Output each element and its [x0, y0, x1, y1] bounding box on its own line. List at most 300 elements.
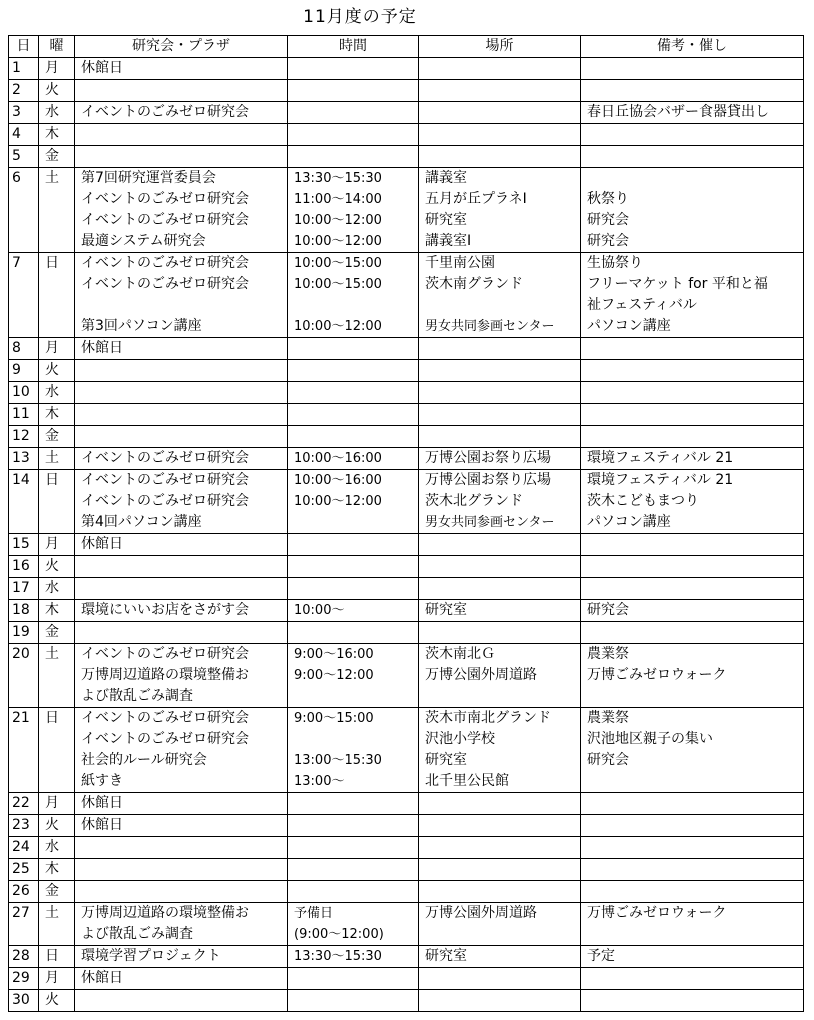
notes-line: 環境フェスティバル 21 — [587, 472, 734, 488]
place-line: 茨木南北Ｇ — [425, 646, 495, 662]
notes-cell — [581, 837, 804, 859]
notes-line — [587, 80, 803, 101]
place-line — [425, 556, 580, 577]
notes-cell — [581, 622, 804, 644]
notes-cell — [581, 534, 804, 556]
table-row — [9, 382, 804, 404]
place-cell — [419, 644, 581, 708]
place-cell — [419, 168, 581, 253]
place-line — [425, 815, 580, 836]
place-cell — [419, 404, 581, 426]
event-line: イベントのごみゼロ研究会 — [81, 255, 249, 271]
notes-line: 研究会 — [587, 602, 629, 618]
event-cell — [75, 338, 288, 360]
notes-cell — [581, 946, 804, 968]
place-line — [425, 146, 580, 167]
notes-line: 農業祭 — [587, 646, 629, 662]
place-cell — [419, 470, 581, 534]
event-line: イベントのごみゼロ研究会 — [81, 710, 249, 726]
place-cell — [419, 253, 581, 338]
time-line — [294, 729, 418, 750]
weekday-cell: 木 — [39, 404, 75, 426]
time-line — [294, 859, 418, 880]
day-cell: 5 — [9, 146, 39, 168]
table-row — [9, 253, 804, 338]
event-cell — [75, 448, 288, 470]
time-cell — [288, 146, 419, 168]
place-line: 万博公園外周道路 — [425, 667, 537, 683]
event-line: 万博周辺道路の環境整備お — [81, 667, 249, 683]
time-line: 9:00～12:00 — [294, 668, 374, 683]
event-cell — [75, 426, 288, 448]
time-line — [294, 382, 418, 403]
place-line — [425, 102, 580, 123]
event-line — [81, 382, 287, 403]
time-cell — [288, 793, 419, 815]
event-line: イベントのごみゼロ研究会 — [81, 104, 249, 120]
time-line — [294, 534, 418, 555]
time-cell — [288, 578, 419, 600]
day-cell: 13 — [9, 448, 39, 470]
notes-line — [587, 578, 803, 599]
time-line: 予備日 — [294, 906, 334, 921]
time-cell — [288, 253, 419, 338]
place-line — [425, 295, 580, 316]
event-cell — [75, 360, 288, 382]
table-row — [9, 534, 804, 556]
event-line — [81, 80, 287, 101]
place-cell — [419, 534, 581, 556]
notes-cell — [581, 968, 804, 990]
time-line: 13:30～15:30 — [294, 171, 382, 186]
notes-cell — [581, 903, 804, 946]
event-line: 休館日 — [81, 795, 123, 811]
time-line — [294, 404, 418, 425]
notes-cell — [581, 793, 804, 815]
day-cell: 3 — [9, 102, 39, 124]
notes-line — [587, 924, 803, 945]
weekday-cell: 水 — [39, 578, 75, 600]
time-cell — [288, 58, 419, 80]
notes-cell — [581, 426, 804, 448]
notes-line — [587, 771, 803, 792]
notes-line: 研究会 — [587, 233, 629, 249]
event-line: 社会的ルール研究会 — [81, 752, 207, 768]
event-line — [81, 404, 287, 425]
place-cell — [419, 146, 581, 168]
time-line — [294, 622, 418, 643]
weekday-cell: 日 — [39, 946, 75, 968]
day-cell: 30 — [9, 990, 39, 1012]
table-row — [9, 168, 804, 253]
place-line: 万博公園お祭り広場 — [425, 450, 551, 466]
time-cell — [288, 903, 419, 946]
day-cell: 25 — [9, 859, 39, 881]
notes-line — [587, 815, 803, 836]
event-line: 万博周辺道路の環境整備お — [81, 905, 249, 921]
notes-line: 研究会 — [587, 752, 629, 768]
time-cell — [288, 404, 419, 426]
place-cell — [419, 448, 581, 470]
place-cell — [419, 578, 581, 600]
weekday-cell: 木 — [39, 124, 75, 146]
place-line: 沢池小学校 — [425, 731, 495, 747]
weekday-cell: 木 — [39, 600, 75, 622]
place-line — [425, 793, 580, 814]
event-cell — [75, 80, 288, 102]
weekday-cell: 火 — [39, 80, 75, 102]
weekday-cell: 水 — [39, 102, 75, 124]
event-line: 休館日 — [81, 340, 123, 356]
event-line: 休館日 — [81, 536, 123, 552]
place-line — [425, 578, 580, 599]
day-cell: 23 — [9, 815, 39, 837]
time-line — [294, 58, 418, 79]
place-line: 講義室 — [425, 170, 467, 186]
time-line: 9:00～15:00 — [294, 711, 374, 726]
notes-line — [587, 859, 803, 880]
table-row — [9, 881, 804, 903]
table-row — [9, 102, 804, 124]
notes-line — [587, 404, 803, 425]
time-cell — [288, 644, 419, 708]
day-cell: 4 — [9, 124, 39, 146]
day-cell: 28 — [9, 946, 39, 968]
place-line — [425, 859, 580, 880]
schedule-body — [9, 58, 804, 1012]
time-cell — [288, 360, 419, 382]
notes-line: 沢池地区親子の集い — [587, 731, 713, 747]
notes-cell — [581, 102, 804, 124]
notes-cell — [581, 600, 804, 622]
event-cell — [75, 253, 288, 338]
place-cell — [419, 382, 581, 404]
weekday-cell: 土 — [39, 168, 75, 253]
time-cell — [288, 815, 419, 837]
place-cell — [419, 426, 581, 448]
event-line: 休館日 — [81, 817, 123, 833]
time-line — [294, 102, 418, 123]
place-cell — [419, 556, 581, 578]
time-line: 10:00～16:00 — [294, 451, 382, 466]
place-cell — [419, 881, 581, 903]
table-row — [9, 80, 804, 102]
table-row — [9, 622, 804, 644]
event-cell — [75, 708, 288, 793]
notes-cell — [581, 360, 804, 382]
weekday-cell: 土 — [39, 644, 75, 708]
event-cell — [75, 534, 288, 556]
place-line — [425, 534, 580, 555]
notes-cell — [581, 253, 804, 338]
time-cell — [288, 470, 419, 534]
time-cell — [288, 968, 419, 990]
place-line — [425, 404, 580, 425]
place-line: 研究室 — [425, 602, 467, 618]
place-line: 男女共同参画センター — [425, 515, 555, 530]
event-line: 第4回パソコン講座 — [81, 514, 202, 530]
event-line — [81, 146, 287, 167]
place-cell — [419, 903, 581, 946]
event-cell — [75, 382, 288, 404]
place-line — [425, 881, 580, 902]
notes-line: 研究会 — [587, 212, 629, 228]
event-line: イベントのごみゼロ研究会 — [81, 731, 249, 747]
table-row — [9, 815, 804, 837]
weekday-cell: 月 — [39, 58, 75, 80]
event-line — [81, 124, 287, 145]
time-line — [294, 426, 418, 447]
table-row — [9, 600, 804, 622]
event-line: 休館日 — [81, 60, 123, 76]
place-cell — [419, 990, 581, 1012]
event-line: イベントのごみゼロ研究会 — [81, 646, 249, 662]
notes-line — [587, 360, 803, 381]
event-cell — [75, 124, 288, 146]
time-line: (9:00～12:00) — [294, 927, 384, 942]
event-cell — [75, 58, 288, 80]
notes-cell — [581, 578, 804, 600]
table-row — [9, 859, 804, 881]
event-line: 第7回研究運営委員会 — [81, 170, 216, 186]
time-cell — [288, 837, 419, 859]
event-cell — [75, 815, 288, 837]
notes-line — [587, 968, 803, 989]
notes-line: 生協祭り — [587, 255, 643, 271]
notes-cell — [581, 404, 804, 426]
table-row — [9, 470, 804, 534]
event-line: イベントのごみゼロ研究会 — [81, 212, 249, 228]
time-line — [294, 295, 418, 316]
time-cell — [288, 600, 419, 622]
event-line — [81, 837, 287, 858]
table-row — [9, 556, 804, 578]
day-cell: 8 — [9, 338, 39, 360]
day-cell: 24 — [9, 837, 39, 859]
time-line: 10:00～15:00 — [294, 277, 382, 292]
place-line — [425, 990, 580, 1011]
notes-line — [587, 534, 803, 555]
day-cell: 7 — [9, 253, 39, 338]
header-notes: 備考・催し — [581, 36, 804, 58]
place-cell — [419, 968, 581, 990]
weekday-cell: 月 — [39, 968, 75, 990]
event-cell — [75, 600, 288, 622]
time-line — [294, 80, 418, 101]
header-weekday: 曜 — [39, 36, 75, 58]
time-cell — [288, 102, 419, 124]
table-row — [9, 360, 804, 382]
table-row — [9, 338, 804, 360]
event-line: イベントのごみゼロ研究会 — [81, 450, 249, 466]
table-row — [9, 578, 804, 600]
notes-cell — [581, 146, 804, 168]
notes-line: 予定 — [587, 948, 615, 964]
weekday-cell: 水 — [39, 382, 75, 404]
event-line: よび散乱ごみ調査 — [81, 688, 193, 704]
event-line — [81, 556, 287, 577]
event-cell — [75, 622, 288, 644]
event-cell — [75, 968, 288, 990]
day-cell: 26 — [9, 881, 39, 903]
place-cell — [419, 708, 581, 793]
event-line: よび散乱ごみ調査 — [81, 926, 193, 942]
notes-cell — [581, 990, 804, 1012]
table-row — [9, 644, 804, 708]
day-cell: 22 — [9, 793, 39, 815]
day-cell: 18 — [9, 600, 39, 622]
notes-cell — [581, 815, 804, 837]
day-cell: 16 — [9, 556, 39, 578]
time-line — [294, 556, 418, 577]
event-cell — [75, 556, 288, 578]
place-cell — [419, 338, 581, 360]
notes-line — [587, 58, 803, 79]
time-line: 10:00～ — [294, 603, 345, 618]
event-line — [81, 622, 287, 643]
place-line: 茨木北グランド — [425, 493, 523, 509]
time-line — [294, 968, 418, 989]
event-line — [81, 859, 287, 880]
notes-cell — [581, 470, 804, 534]
event-cell — [75, 946, 288, 968]
weekday-cell: 金 — [39, 881, 75, 903]
place-line — [425, 124, 580, 145]
event-cell — [75, 793, 288, 815]
day-cell: 6 — [9, 168, 39, 253]
notes-line: パソコン講座 — [587, 514, 671, 530]
event-line: 環境にいいお店をさがす会 — [81, 602, 249, 618]
notes-line: 祉フェスティバル — [587, 297, 697, 313]
notes-line — [587, 426, 803, 447]
place-cell — [419, 102, 581, 124]
place-cell — [419, 80, 581, 102]
time-cell — [288, 426, 419, 448]
place-line — [425, 80, 580, 101]
place-cell — [419, 600, 581, 622]
weekday-cell: 木 — [39, 859, 75, 881]
event-cell — [75, 404, 288, 426]
event-cell — [75, 102, 288, 124]
weekday-cell: 火 — [39, 815, 75, 837]
weekday-cell: 日 — [39, 253, 75, 338]
place-line: 茨木市南北グランド — [425, 710, 551, 726]
place-line — [425, 58, 580, 79]
event-cell — [75, 578, 288, 600]
time-line — [294, 146, 418, 167]
time-line: 10:00～16:00 — [294, 473, 382, 488]
time-cell — [288, 946, 419, 968]
event-line — [81, 360, 287, 381]
time-cell — [288, 622, 419, 644]
time-cell — [288, 859, 419, 881]
weekday-cell: 日 — [39, 708, 75, 793]
day-cell: 1 — [9, 58, 39, 80]
time-cell — [288, 382, 419, 404]
time-line — [294, 881, 418, 902]
notes-line: 秋祭り — [587, 191, 629, 207]
time-cell — [288, 80, 419, 102]
notes-line — [587, 382, 803, 403]
weekday-cell: 月 — [39, 338, 75, 360]
header-day: 日 — [9, 36, 39, 58]
notes-line — [587, 146, 803, 167]
day-cell: 12 — [9, 426, 39, 448]
event-cell — [75, 168, 288, 253]
notes-line — [587, 837, 803, 858]
notes-line: パソコン講座 — [587, 318, 671, 334]
event-line: イベントのごみゼロ研究会 — [81, 276, 249, 292]
place-cell — [419, 815, 581, 837]
event-cell — [75, 990, 288, 1012]
header-row — [9, 36, 804, 58]
table-row — [9, 124, 804, 146]
time-line — [294, 124, 418, 145]
event-line — [81, 578, 287, 599]
time-line: 13:00～15:30 — [294, 753, 382, 768]
time-line: 13:00～ — [294, 774, 345, 789]
time-line: 10:00～15:00 — [294, 256, 382, 271]
place-line: 千里南公園 — [425, 255, 495, 271]
day-cell: 11 — [9, 404, 39, 426]
notes-cell — [581, 881, 804, 903]
place-line: 講義室Ⅰ — [425, 233, 472, 249]
table-row — [9, 793, 804, 815]
event-line: イベントのごみゼロ研究会 — [81, 493, 249, 509]
event-cell — [75, 903, 288, 946]
time-line — [294, 815, 418, 836]
time-line: 13:30～15:30 — [294, 949, 382, 964]
place-line — [425, 382, 580, 403]
notes-cell — [581, 556, 804, 578]
time-line: 10:00～12:00 — [294, 213, 382, 228]
place-line — [425, 360, 580, 381]
time-line — [294, 686, 418, 707]
notes-cell — [581, 124, 804, 146]
event-line: イベントのごみゼロ研究会 — [81, 472, 249, 488]
notes-cell — [581, 168, 804, 253]
schedule-table — [8, 35, 804, 1012]
event-cell — [75, 470, 288, 534]
time-line — [294, 360, 418, 381]
notes-cell — [581, 644, 804, 708]
weekday-cell: 月 — [39, 534, 75, 556]
notes-cell — [581, 708, 804, 793]
notes-line — [587, 622, 803, 643]
weekday-cell: 日 — [39, 470, 75, 534]
place-line — [425, 924, 580, 945]
time-line — [294, 793, 418, 814]
notes-line: フリーマケット for 平和と福 — [587, 276, 768, 292]
table-row — [9, 946, 804, 968]
place-line: 研究室 — [425, 212, 467, 228]
day-cell: 21 — [9, 708, 39, 793]
event-cell — [75, 837, 288, 859]
notes-line: 茨木こどもまつり — [587, 493, 699, 509]
day-cell: 10 — [9, 382, 39, 404]
table-row — [9, 837, 804, 859]
time-line: 9:00～16:00 — [294, 647, 374, 662]
time-line — [294, 578, 418, 599]
notes-line: 農業祭 — [587, 710, 629, 726]
event-line — [81, 295, 287, 316]
day-cell: 17 — [9, 578, 39, 600]
place-line — [425, 837, 580, 858]
event-line: 紙すき — [81, 773, 123, 789]
time-line: 11:00～14:00 — [294, 192, 382, 207]
table-row — [9, 58, 804, 80]
notes-line — [587, 990, 803, 1011]
